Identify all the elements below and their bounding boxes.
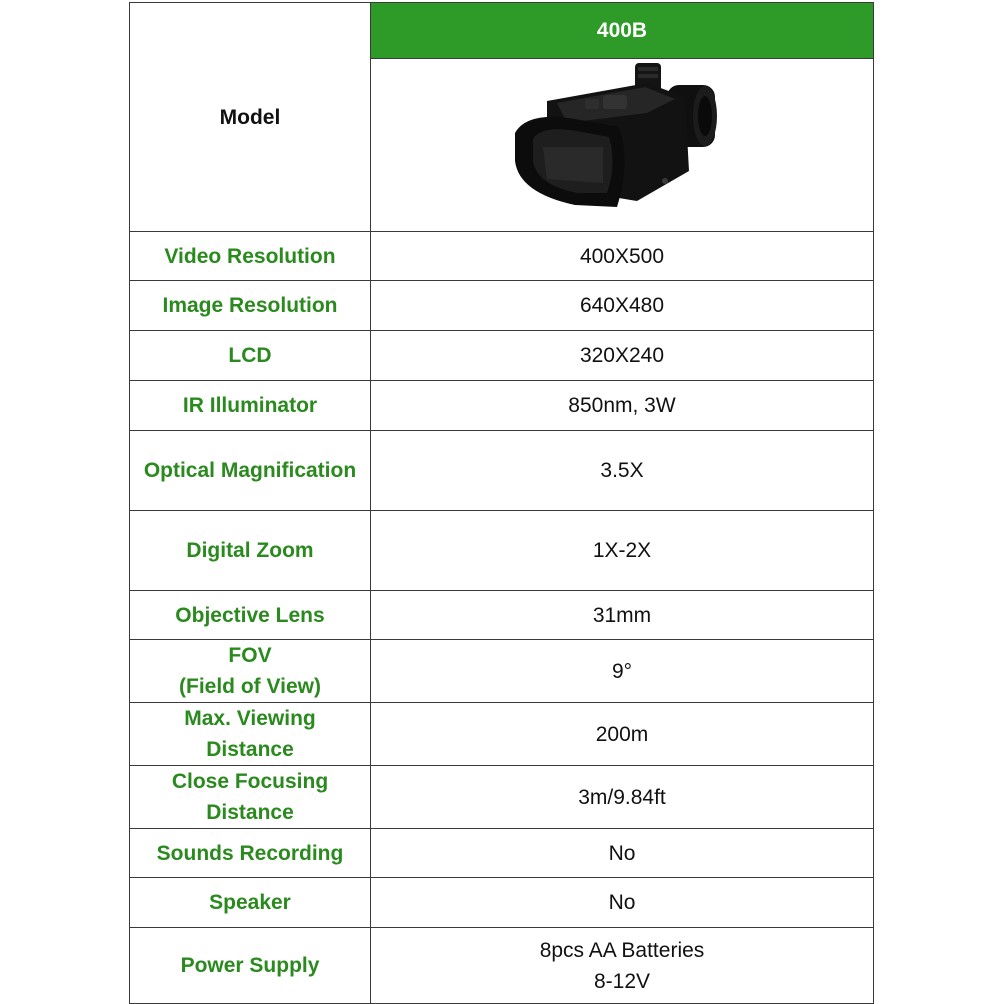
- product-image-cell: [371, 59, 874, 232]
- spec-row: [130, 640, 874, 703]
- spec-row: [130, 591, 874, 640]
- spec-value: No: [371, 829, 874, 878]
- spec-value: No: [371, 878, 874, 928]
- spec-label: Image Resolution: [130, 281, 371, 331]
- spec-value: 8pcs AA Batteries 8-12V: [371, 928, 874, 1004]
- header-row: [130, 3, 874, 59]
- spec-value: 1X-2X: [371, 511, 874, 591]
- spec-value: 400X500: [371, 232, 874, 281]
- spec-label: Objective Lens: [130, 591, 371, 640]
- model-label: Model: [130, 3, 371, 232]
- spec-label: Optical Magnification: [130, 431, 371, 511]
- spec-row: [130, 878, 874, 928]
- spec-label: Video Resolution: [130, 232, 371, 281]
- night-vision-binoculars-icon: [507, 61, 737, 221]
- spec-value: 3.5X: [371, 431, 874, 511]
- spec-row: [130, 232, 874, 281]
- spec-row: [130, 511, 874, 591]
- spec-row: [130, 766, 874, 829]
- spec-row: [130, 829, 874, 878]
- spec-row: [130, 281, 874, 331]
- spec-label: Digital Zoom: [130, 511, 371, 591]
- spec-value: 200m: [371, 703, 874, 766]
- spec-value: 850nm, 3W: [371, 381, 874, 431]
- spec-value: 320X240: [371, 331, 874, 381]
- spec-label: IR Illuminator: [130, 381, 371, 431]
- spec-label: Max. Viewing Distance: [130, 703, 371, 766]
- spec-value: 3m/9.84ft: [371, 766, 874, 829]
- spec-table: [129, 2, 874, 1004]
- spec-label: Close Focusing Distance: [130, 766, 371, 829]
- spec-value: 640X480: [371, 281, 874, 331]
- spec-label: Sounds Recording: [130, 829, 371, 878]
- spec-label: Power Supply: [130, 928, 371, 1004]
- spec-row: [130, 381, 874, 431]
- spec-row: [130, 331, 874, 381]
- spec-value: 31mm: [371, 591, 874, 640]
- spec-value: 9°: [371, 640, 874, 703]
- spec-row: [130, 928, 874, 1004]
- spec-label: LCD: [130, 331, 371, 381]
- spec-label: FOV (Field of View): [130, 640, 371, 703]
- spec-row: [130, 703, 874, 766]
- spec-label: Speaker: [130, 878, 371, 928]
- spec-row: [130, 431, 874, 511]
- model-name: 400B: [371, 3, 874, 59]
